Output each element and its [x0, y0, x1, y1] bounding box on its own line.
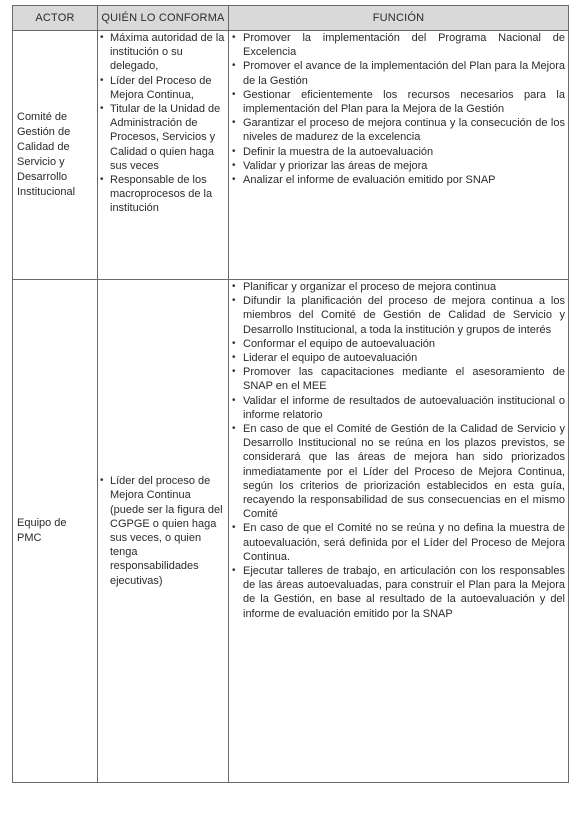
list-item: • Validar y priorizar las áreas de mejora [229, 159, 568, 173]
table-row [13, 31, 569, 280]
list-item: • Garantizar el proceso de mejora continua y la consecución de los niveles de madurez de la excelencia [229, 116, 568, 144]
list-item: • Gestionar eficientemente los recursos necesarios para la implementación del Plan para la Mejora de la Gestión [229, 88, 568, 116]
actor-cell: Comité de Gestión de Calidad de Servicio y Desarrollo Institucional [13, 31, 98, 280]
list-item: • Promover la implementación del Programa Nacional de Excelencia [229, 31, 568, 59]
table-row [13, 280, 569, 783]
header-function: FUNCIÓN [229, 6, 569, 31]
list-item: • Liderar el equipo de autoevaluación [229, 351, 568, 365]
members-list [98, 31, 228, 216]
list-item: • En caso de que el Comité no se reúna y no defina la muestra de autoevaluación, será definida por el Líder del Proceso de Mejora Continua. [229, 521, 568, 564]
list-item: • Titular de la Unidad de Administración de Procesos, Servicios y Calidad o quien haga sus veces [98, 102, 228, 173]
functions-list [229, 280, 568, 621]
functions-list [229, 31, 568, 187]
list-item: • Conformar el equipo de autoevaluación [229, 337, 568, 351]
list-item: • Máxima autoridad de la institución o su delegado, [98, 31, 228, 74]
list-item: • Líder del Proceso de Mejora Continua, [98, 74, 228, 102]
functions-cell [229, 280, 569, 783]
actor-cell: Equipo de PMC [13, 280, 98, 783]
list-item: • Difundir la planificación del proceso de mejora continua a los miembros del Comité de Gestión de Calidad de Servicio y Desarrollo Institucional, a toda la institución y grupos de interés [229, 294, 568, 337]
header-members: QUIÉN LO CONFORMA [98, 6, 229, 31]
roles-table [12, 5, 569, 783]
list-item: • Líder del proceso de Mejora Continua (puede ser la figura del CGPGE o quien haga sus veces, o quien tenga responsabilidades ejecutivas) [98, 474, 228, 588]
functions-cell [229, 31, 569, 280]
list-item: • En caso de que el Comité de Gestión de la Calidad de Servicio y Desarrollo Institucional no se reúna en los plazos previstos, se considerará que las áreas de mejora han sido priorizados inmediatamente por el Líder del Proceso de Mejora Continua, según los criterios de priorización establecidos en esta guía, recayendo la responsabilidad de sus consecuencias en el mismo Comité [229, 422, 568, 521]
list-item: • Ejecutar talleres de trabajo, en articulación con los responsables de las áreas autoevaluadas, para construir el Plan para la Mejora de la Gestión, en base al resultado de la autoevaluación y del informe de evaluación emitido por la SNAP [229, 564, 568, 621]
members-cell [98, 31, 229, 280]
list-item: • Planificar y organizar el proceso de mejora continua [229, 280, 568, 294]
members-cell [98, 280, 229, 783]
list-item: • Promover el avance de la implementación del Plan para la Mejora de la Gestión [229, 59, 568, 87]
header-actor: ACTOR [13, 6, 98, 31]
list-item: • Analizar el informe de evaluación emitido por SNAP [229, 173, 568, 187]
list-item: • Definir la muestra de la autoevaluación [229, 145, 568, 159]
members-list [98, 474, 228, 588]
list-item: • Promover las capacitaciones mediante el asesoramiento de SNAP en el MEE [229, 365, 568, 393]
list-item: • Validar el informe de resultados de autoevaluación institucional o informe relatorio [229, 394, 568, 422]
list-item: • Responsable de los macroprocesos de la institución [98, 173, 228, 216]
header-row [13, 6, 569, 31]
